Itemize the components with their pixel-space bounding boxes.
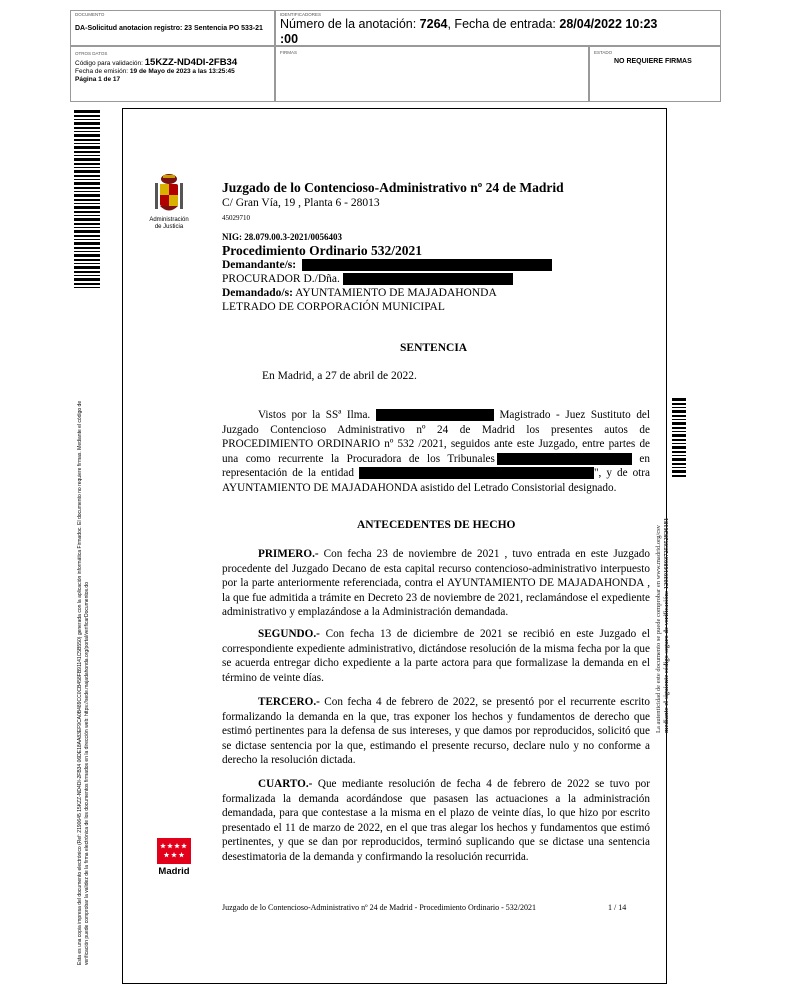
cuarto-label: CUARTO.- bbox=[258, 778, 313, 790]
admin-line1: Administración bbox=[149, 217, 189, 223]
emision-fecha: 19 de Mayo de 2023 a las 13:25:45 bbox=[129, 68, 235, 75]
otros-label: OTROS DATOS bbox=[75, 51, 108, 56]
madrid-stars-icon bbox=[157, 838, 191, 864]
antecedentes-title: ANTECEDENTES DE HECHO bbox=[357, 519, 516, 531]
authenticity-side-text bbox=[655, 518, 671, 733]
right-barcode bbox=[672, 398, 686, 478]
court-header bbox=[222, 180, 652, 314]
side-text-line1: Esta es una copia impresa del documento electrónico (Ref: 2190645 15KZZ-ND4DI-2FB34 06DE18AA83EF9CA0B489CC0CB458FB91141C5B550) generada con la aplicación informática Firmadoc. El documento no requiere firmas. Mediante el código de bbox=[77, 400, 83, 965]
redaction-procurador bbox=[343, 273, 513, 285]
court-nig: NIG: 28.079.00.3-2021/0056403 bbox=[222, 232, 342, 242]
primero-text: Con fecha 23 de noviembre de 2021 , tuvo entrada en este Juzgado procedente del Juzgado Decano de esta capital recurso contencioso-administrativo interpuesto por la parte anteriormente referenciada, contra el AYUNTAMIENTO DE MAJADAHONDA , la que fue admitida a trámite en Decreto 23 de noviembre de 2021, reclamándose el expediente administrativo y emplazándose a la Administración demandada. bbox=[222, 548, 650, 618]
emision-prefix: Fecha de emisión: bbox=[75, 68, 130, 75]
footer-text: Juzgado de lo Contencioso-Administrativo nº 24 de Madrid - Procedimiento Ordinario - 532/2021 bbox=[222, 903, 536, 912]
cuarto-text: Que mediante resolución de fecha 4 de febrero de 2022 se tuvo por formalizada la demanda acordándose que pasasen las actuaciones a la administración demandada, para que contestase a la misma en el plazo de veinte días, lo que hizo por escrito presentado el 11 de marzo de 2022, en el que tras alegar los hechos y fundamentos que estimó pertinentes, y que se dan por reproducidos, terminó suplicando que se dictase una sentencia desestimatoria de la demanda y confirmando la resolución recurrida. bbox=[222, 778, 650, 863]
segundo-paragraph bbox=[222, 627, 650, 685]
sentencia-title: SENTENCIA bbox=[400, 342, 468, 354]
auth-line1: La autenticidad de este documento se puede comprobar en www.madrid.org/csv bbox=[655, 525, 662, 733]
court-name: Juzgado de lo Contencioso-Administrativo nº 24 de Madrid bbox=[222, 180, 564, 195]
redaction-magistrado bbox=[376, 409, 494, 421]
procedure-title: Procedimiento Ordinario 532/2021 bbox=[222, 243, 422, 258]
demandado-label: Demandado/s: bbox=[222, 287, 293, 299]
redaction-procuradora bbox=[497, 453, 632, 465]
admin-line2: de Justicia bbox=[154, 224, 184, 230]
documento-label: DOCUMENTO bbox=[75, 12, 105, 17]
primero-paragraph bbox=[222, 547, 650, 620]
codigo-prefix: Código para validación: bbox=[75, 60, 145, 67]
vistos-text-c: en representación de la entidad bbox=[222, 452, 650, 479]
header-estado-box bbox=[589, 46, 721, 102]
entrada-prefix: , Fecha de entrada: bbox=[447, 17, 560, 31]
tercero-text: Con fecha 4 de febrero de 2022, se presentó por el recurrente escrito formalizando la demanda en la que, tras exponer los hechos y fundamentos de derecho que estimó pertinentes para la defensa de sus intereses, y que damos por reproducidos, solicitó que se dictase sentencia por la que, estimando el presente recurso, declare nulo y no conforme a derecho la resolución dictada. bbox=[222, 696, 650, 766]
court-address: C/ Gran Vía, 19 , Planta 6 - 28013 bbox=[222, 197, 380, 209]
tercero-label: TERCERO.- bbox=[258, 696, 320, 708]
primero-label: PRIMERO.- bbox=[258, 548, 319, 560]
madrid-label: Madrid bbox=[158, 866, 190, 877]
footer-page: 1 / 14 bbox=[608, 903, 627, 912]
vistos-text-a: Vistos por la SSª Ilma. bbox=[258, 409, 376, 421]
firmas-label: FIRMAS bbox=[280, 50, 298, 55]
letrado-value: LETRADO DE CORPORACIÓN MUNICIPAL bbox=[222, 301, 445, 313]
auth-line2: mediante el siguiente código seguro de verificación: 1203016803725352826181 bbox=[663, 517, 670, 733]
header-identificadores-box bbox=[275, 10, 721, 46]
anotacion-prefix: Número de la anotación: bbox=[280, 17, 420, 31]
cuarto-paragraph bbox=[222, 777, 650, 864]
entrada-fecha: 28/04/2022 10:23 bbox=[559, 17, 658, 31]
vistos-text-b: Magistrado - Juez Sustituto del Juzgado Contencioso Administrativo nº 24 de Madrid los presentes autos de PROCEDIMIENTO ORDINARIO nº 532 /2021, seguidos ante este Juzgado, entre partes de una como recurrente la Procuradora de los Tribunales bbox=[222, 409, 650, 465]
header-otros-box bbox=[70, 46, 275, 102]
segundo-label: SEGUNDO.- bbox=[258, 628, 320, 640]
demandado-value: AYUNTAMIENTO DE MAJADAHONDA bbox=[292, 287, 497, 299]
anotacion-number: 7264 bbox=[419, 17, 448, 31]
pagina-count: Página 1 de 17 bbox=[75, 76, 121, 83]
redaction-entidad bbox=[359, 467, 594, 479]
header-documento-box bbox=[70, 10, 275, 46]
codigo-validacion: 15KZZ-ND4DI-2FB34 bbox=[144, 57, 238, 68]
vistos-paragraph bbox=[222, 408, 650, 495]
admin-justicia-label bbox=[145, 217, 193, 231]
left-barcode bbox=[74, 110, 100, 290]
entrada-fecha-cont: :00 bbox=[280, 32, 299, 46]
estado-value: NO REQUIERE FIRMAS bbox=[614, 58, 692, 65]
identificadores-label: IDENTIFICADORES bbox=[280, 12, 322, 17]
vistos-text-d: ", y de otra AYUNTAMIENTO DE MAJADAHONDA asistido del Letrado Consistorial designado. bbox=[222, 467, 650, 494]
court-code: 45029710 bbox=[222, 214, 250, 222]
tercero-paragraph bbox=[222, 695, 650, 768]
estado-label: ESTADO bbox=[594, 50, 613, 55]
header-firmas-box bbox=[275, 46, 589, 102]
redaction-demandante bbox=[302, 259, 552, 271]
verification-side-text bbox=[77, 295, 91, 965]
date-line: En Madrid, a 27 de abril de 2022. bbox=[262, 370, 417, 382]
coat-of-arms-icon bbox=[152, 173, 186, 215]
documento-value: DA-Solicitud anotacion registro: 23 Sentencia PO 533-21 bbox=[75, 25, 263, 32]
segundo-text: Con fecha 13 de diciembre de 2021 se recibió en este Juzgado el correspondiente expediente administrativo, dictándose resolución de la misma fecha por la que se acuerda entregar dicho expediente a la parte actora para que formalizase la demanda en el término de veinte días. bbox=[222, 628, 650, 684]
demandante-label: Demandante/s: bbox=[222, 259, 297, 271]
procurador-label: PROCURADOR D./Dña. bbox=[222, 273, 340, 285]
side-text-line2: verificación puede comprobar la validez de la firma electrónica de los documentos firmados en la dirección web: https://sede.majadahonda.org/portal/verificarDocumentos.do bbox=[84, 582, 90, 965]
